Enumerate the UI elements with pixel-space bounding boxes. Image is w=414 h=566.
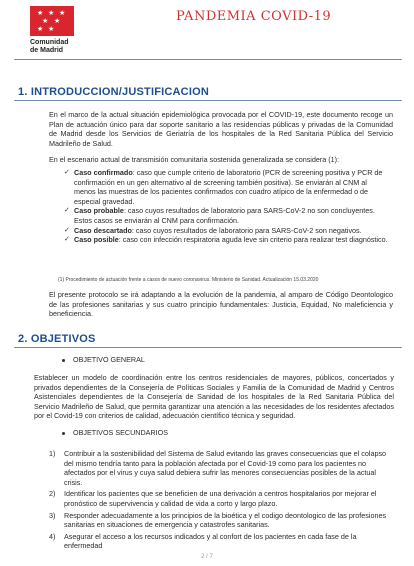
case-text: : caso cuyos resultados de laboratorio para SARS-CoV-2 no son concluyentes. Estos casos se enviarán al CNM para confirmación. (74, 206, 375, 225)
header-divider (14, 59, 402, 60)
logo-line-1: Comunidad (30, 39, 69, 46)
case-term: Caso posible (74, 235, 119, 245)
item-number: 2) (49, 489, 56, 499)
item-text: Asegurar el acceso a los recursos indicados y al confort de los pacientes en cada fase de la enfermedad (64, 531, 357, 551)
item-text: Contribuir a la sostenibilidad del Sistema de Salud evitando las graves consecuencias que el colapso del mismo tendría tanto para la población afectada por el Covid-19 como para los pacientes no afectados por el virus y cuya salud debiera sufrir las menores consecuencias posibles de la actual crisis. (64, 449, 387, 487)
list-item (49, 489, 393, 508)
section-1-divider (14, 100, 402, 101)
bullet-icon (62, 432, 65, 435)
case-term: Caso confirmado (74, 168, 133, 177)
comunidad-madrid-logo (30, 6, 74, 55)
section-2-heading: 2. OBJETIVOS (18, 333, 96, 345)
item-number: 4) (49, 531, 56, 541)
case-item (64, 206, 389, 225)
protocol-paragraph: El presente protocolo se irá adaptando a la evolución de la pandemia, al amparo de Código Deontologico de las profesiones sanitarias y sus cuatro principio fundamentales: Justicia, Equidad, No maleficiencia y beneficiencia. (49, 290, 393, 319)
case-item (64, 168, 389, 206)
bullet-icon (62, 359, 65, 362)
case-item (64, 226, 389, 236)
section-2-divider (14, 347, 402, 348)
case-term: Caso probable (74, 206, 124, 216)
list-item (49, 511, 393, 530)
list-item (49, 449, 393, 487)
item-number: 3) (49, 510, 56, 520)
intro-paragraph: En el marco de la actual situación epidemiológica provocada por el COVID-19, este documento recoge un Plan de actuación único para dar soporte sanitario a las residencias públicas y privadas de la Comunidad de Madrid desde los Servicios de Geriatría de los hospitales de la Red Sanitaria Pública del Servicio Madrileño de Salud. (49, 110, 393, 148)
list-item (49, 532, 393, 551)
secondary-objectives-bullet (62, 428, 168, 438)
logo-line-2: de Madrid (30, 47, 64, 54)
general-objective-bullet (62, 355, 145, 365)
item-number: 1) (49, 449, 56, 458)
item-text: Responder adecuadamente a los principios de la bioética y el codigo deontologico de las profesiones sanitarias en situaciones de emergencia y catastrofes sanitarias. (64, 510, 387, 530)
checkmark-icon: ✓ (64, 207, 70, 215)
item-text: Identificar los pacientes que se beneficien de una derivación a centros hospitalarios por mejorar el pronóstico de supervivencia y calidad de vida a corto y largo plazo. (64, 489, 377, 508)
case-text: : caso que cumple criterio de laboratorio (PCR de screening positiva y PCR de confirmación en un gen alternativo al de screening también positiva). Se enviarán al CNM al menos las muestras de los pacientes confirmados con cuadro atípico de la enfermedad o de especial gravedad. (74, 168, 383, 206)
general-objective-text: Establecer un modelo de coordinación entre los centros residenciales de mayores, públicos, concertados y privados dependientes de la Consejería de Políticas Sociales y Familia de la Comunidad de Madrid y Centros Asistenciales dependientes de la Consejería de Sanidad de los hospitales de la Red Sanitaria Pública del Servicio Madrileño de Salud, que permita garantizar una atención a las necesidades de los residentes afectados por el Covid-19 con criterios de calidad, adecuación científico técnica y seguridad. (34, 373, 394, 421)
page-number: 2 / 7 (201, 554, 213, 560)
case-term: Caso descartado (74, 225, 132, 235)
logo-flag-icon: ★ ★ ★ ★ ★ ★ ★ (30, 6, 74, 36)
general-objective-label: OBJETIVO GENERAL (73, 355, 145, 364)
checkmark-icon: ✓ (64, 236, 70, 244)
case-item (64, 235, 389, 245)
case-text: : caso con infección respiratoria aguda leve sin criterio para realizar test diagnóstico. (118, 235, 388, 245)
secondary-objectives-label: OBJETIVOS SECUNDARIOS (73, 428, 169, 437)
case-text: : caso cuyos resultados de laboratorio para SARS-CoV-2 son negativos. (131, 225, 362, 235)
footnote: (1) Procedimiento de actuación frente a casos de nuevo coronavirus. Ministerio de Sanidad. Actualización 15.03.2020 (58, 277, 319, 283)
case-definitions-list (64, 168, 389, 245)
document-title: PANDEMIA COVID-19 (176, 9, 332, 24)
checkmark-icon: ✓ (64, 226, 70, 234)
secondary-objectives-list (49, 449, 393, 551)
section-1-heading: 1. INTRODUCCION/JUSTIFICACION (18, 86, 209, 98)
checkmark-icon: ✓ (64, 169, 70, 176)
scenario-paragraph: En el escenario actual de transmisión comunitaria sostenida generalizada se considera (1): (49, 155, 340, 164)
